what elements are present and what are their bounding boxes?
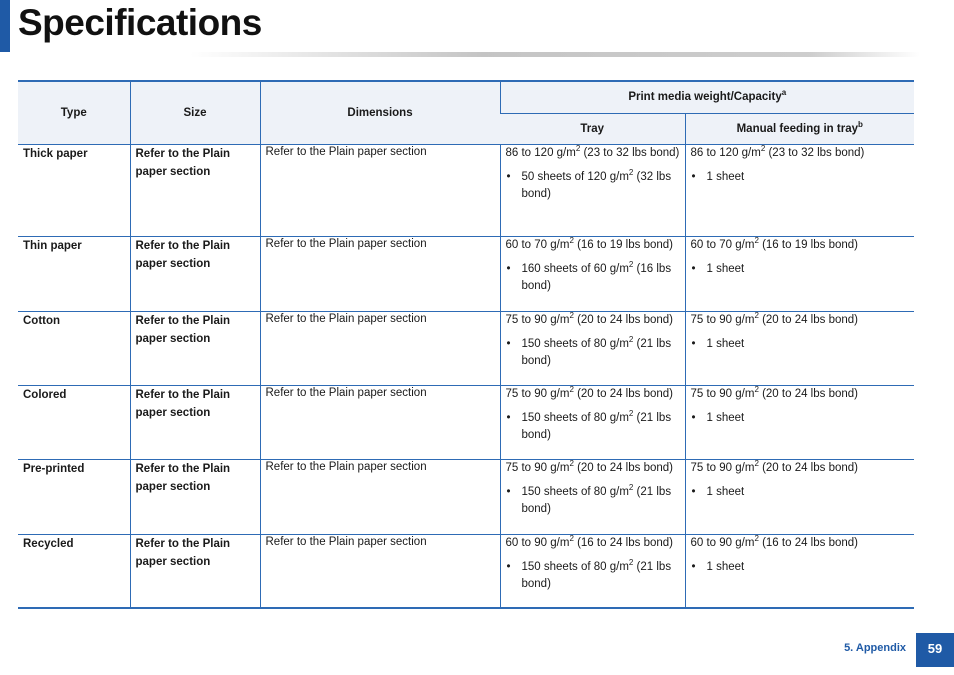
manual-range-bond: (23 to 32 lbs bond) <box>765 146 865 159</box>
manual-weight-range <box>691 312 910 329</box>
header-dimensions: Dimensions <box>260 81 500 144</box>
table-row <box>18 236 914 311</box>
tray-range-value: 75 to 90 g/m <box>505 387 570 400</box>
tray-cell <box>500 385 685 459</box>
tray-weight-range <box>506 312 680 329</box>
tray-capacity-bullet <box>506 169 680 203</box>
tray-range-bond: (16 to 24 lbs bond) <box>573 536 673 549</box>
tray-capacity-bond: (21 lbs bond) <box>521 560 672 590</box>
manual-capacity-bullet: • 1 sheet <box>691 410 910 427</box>
unit-superscript: 2 <box>754 458 759 468</box>
manual-feed-cell <box>685 459 914 534</box>
manual-range-value: 75 to 90 g/m <box>690 461 755 474</box>
table-row <box>18 311 914 385</box>
table-row <box>18 385 914 459</box>
dimensions-cell: Refer to the Plain paper section <box>260 534 500 608</box>
dimensions-cell: Refer to the Plain paper section <box>260 144 500 236</box>
unit-superscript: 2 <box>569 458 574 468</box>
tray-capacity-value: 50 sheets of 120 g/m <box>521 170 629 183</box>
unit-superscript: 2 <box>575 143 581 153</box>
type-cell: Recycled <box>18 534 130 608</box>
manual-range-value: 86 to 120 g/m <box>690 146 761 159</box>
footnote-marker-b: b <box>858 119 863 129</box>
manual-weight-range <box>691 460 910 477</box>
unit-superscript: 2 <box>569 533 574 543</box>
manual-weight-range <box>691 237 910 254</box>
unit-superscript: 2 <box>628 259 634 269</box>
manual-capacity-bullet: • 1 sheet <box>691 559 910 576</box>
manual-feed-cell <box>685 385 914 459</box>
dimensions-cell: Refer to the Plain paper section <box>260 311 500 385</box>
manual-capacity-bullet: • 1 sheet <box>691 261 910 278</box>
manual-range-bond: (16 to 24 lbs bond) <box>758 536 858 549</box>
table-row <box>18 459 914 534</box>
manual-range-value: 60 to 70 g/m <box>690 238 755 251</box>
type-cell: Thin paper <box>18 236 130 311</box>
manual-capacity-bullet: • 1 sheet <box>691 336 910 353</box>
unit-superscript: 2 <box>569 384 574 394</box>
unit-superscript: 2 <box>569 310 574 320</box>
tray-weight-range <box>506 145 680 162</box>
unit-superscript: 2 <box>754 533 759 543</box>
unit-superscript: 2 <box>628 167 634 177</box>
table-row <box>18 144 914 236</box>
header-tray: Tray <box>500 113 685 144</box>
dimensions-cell: Refer to the Plain paper section <box>260 236 500 311</box>
footer-section-label: 5. Appendix <box>844 642 906 654</box>
tray-capacity-bond: (32 lbs bond) <box>521 170 672 200</box>
manual-range-value: 75 to 90 g/m <box>690 387 755 400</box>
tray-cell <box>500 311 685 385</box>
tray-range-value: 86 to 120 g/m <box>505 146 576 159</box>
tray-range-bond: (20 to 24 lbs bond) <box>573 461 673 474</box>
title-divider <box>190 52 920 57</box>
size-cell: Refer to the Plain paper section <box>130 459 260 534</box>
tray-range-value: 60 to 90 g/m <box>505 536 570 549</box>
page-title: Specifications <box>18 2 262 43</box>
manual-capacity-bullet: • 1 sheet <box>691 484 910 501</box>
manual-range-bond: (20 to 24 lbs bond) <box>758 461 858 474</box>
unit-superscript: 2 <box>754 235 759 245</box>
tray-range-value: 60 to 70 g/m <box>505 238 570 251</box>
tray-range-bond: (20 to 24 lbs bond) <box>573 313 673 326</box>
tray-capacity-bullet <box>506 559 680 593</box>
tray-capacity-value: 160 sheets of 60 g/m <box>521 262 629 275</box>
tray-capacity-value: 150 sheets of 80 g/m <box>521 560 629 573</box>
tray-weight-range <box>506 460 680 477</box>
table-row <box>18 534 914 608</box>
unit-superscript: 2 <box>628 482 634 492</box>
tray-weight-range <box>506 386 680 403</box>
tray-range-bond: (16 to 19 lbs bond) <box>573 238 673 251</box>
unit-superscript: 2 <box>628 334 634 344</box>
tray-capacity-bond: (21 lbs bond) <box>521 411 672 441</box>
unit-superscript: 2 <box>754 384 759 394</box>
manual-capacity-bullet: • 1 sheet <box>691 169 910 186</box>
manual-feed-cell <box>685 534 914 608</box>
size-cell: Refer to the Plain paper section <box>130 236 260 311</box>
type-cell: Colored <box>18 385 130 459</box>
manual-range-bond: (20 to 24 lbs bond) <box>758 313 858 326</box>
tray-capacity-bullet <box>506 261 680 295</box>
tray-capacity-bullet <box>506 410 680 444</box>
tray-cell <box>500 459 685 534</box>
unit-superscript: 2 <box>628 408 634 418</box>
manual-feed-cell <box>685 236 914 311</box>
page-number-badge: 59 <box>916 633 954 667</box>
tray-capacity-bond: (21 lbs bond) <box>521 337 672 367</box>
header-manual-feeding-label: Manual feeding in tray <box>736 122 859 135</box>
unit-superscript: 2 <box>628 557 634 567</box>
paper-specifications-table <box>18 80 914 609</box>
manual-feed-cell <box>685 311 914 385</box>
tray-range-value: 75 to 90 g/m <box>505 461 570 474</box>
dimensions-cell: Refer to the Plain paper section <box>260 459 500 534</box>
type-cell: Cotton <box>18 311 130 385</box>
size-cell: Refer to the Plain paper section <box>130 144 260 236</box>
tray-capacity-bond: (16 lbs bond) <box>521 262 672 292</box>
unit-superscript: 2 <box>569 235 574 245</box>
tray-range-bond: (20 to 24 lbs bond) <box>573 387 673 400</box>
tray-capacity-bullet <box>506 336 680 370</box>
tray-capacity-value: 150 sheets of 80 g/m <box>521 485 629 498</box>
title-accent-bar <box>0 0 10 52</box>
header-manual-feeding <box>685 113 914 144</box>
tray-cell <box>500 534 685 608</box>
tray-range-value: 75 to 90 g/m <box>505 313 570 326</box>
header-size: Size <box>130 81 260 144</box>
size-cell: Refer to the Plain paper section <box>130 311 260 385</box>
manual-range-value: 75 to 90 g/m <box>690 313 755 326</box>
tray-capacity-value: 150 sheets of 80 g/m <box>521 337 629 350</box>
header-print-media-weight-label: Print media weight/Capacity <box>628 91 782 104</box>
size-cell: Refer to the Plain paper section <box>130 534 260 608</box>
manual-range-value: 60 to 90 g/m <box>690 536 755 549</box>
size-cell: Refer to the Plain paper section <box>130 385 260 459</box>
manual-range-bond: (16 to 19 lbs bond) <box>758 238 858 251</box>
tray-capacity-value: 150 sheets of 80 g/m <box>521 411 629 424</box>
tray-cell <box>500 236 685 311</box>
tray-capacity-bullet <box>506 484 680 518</box>
manual-weight-range <box>691 535 910 552</box>
manual-weight-range <box>691 145 910 162</box>
tray-cell <box>500 144 685 236</box>
manual-weight-range <box>691 386 910 403</box>
tray-range-bond: (23 to 32 lbs bond) <box>580 146 680 159</box>
type-cell: Pre-printed <box>18 459 130 534</box>
header-type: Type <box>18 81 130 144</box>
type-cell: Thick paper <box>18 144 130 236</box>
manual-range-bond: (20 to 24 lbs bond) <box>758 387 858 400</box>
unit-superscript: 2 <box>754 310 759 320</box>
dimensions-cell: Refer to the Plain paper section <box>260 385 500 459</box>
manual-feed-cell <box>685 144 914 236</box>
tray-capacity-bond: (21 lbs bond) <box>521 485 672 515</box>
unit-superscript: 2 <box>760 143 766 153</box>
tray-weight-range <box>506 237 680 254</box>
tray-weight-range <box>506 535 680 552</box>
footnote-marker-a: a <box>781 88 787 98</box>
header-print-media-weight <box>500 81 914 113</box>
